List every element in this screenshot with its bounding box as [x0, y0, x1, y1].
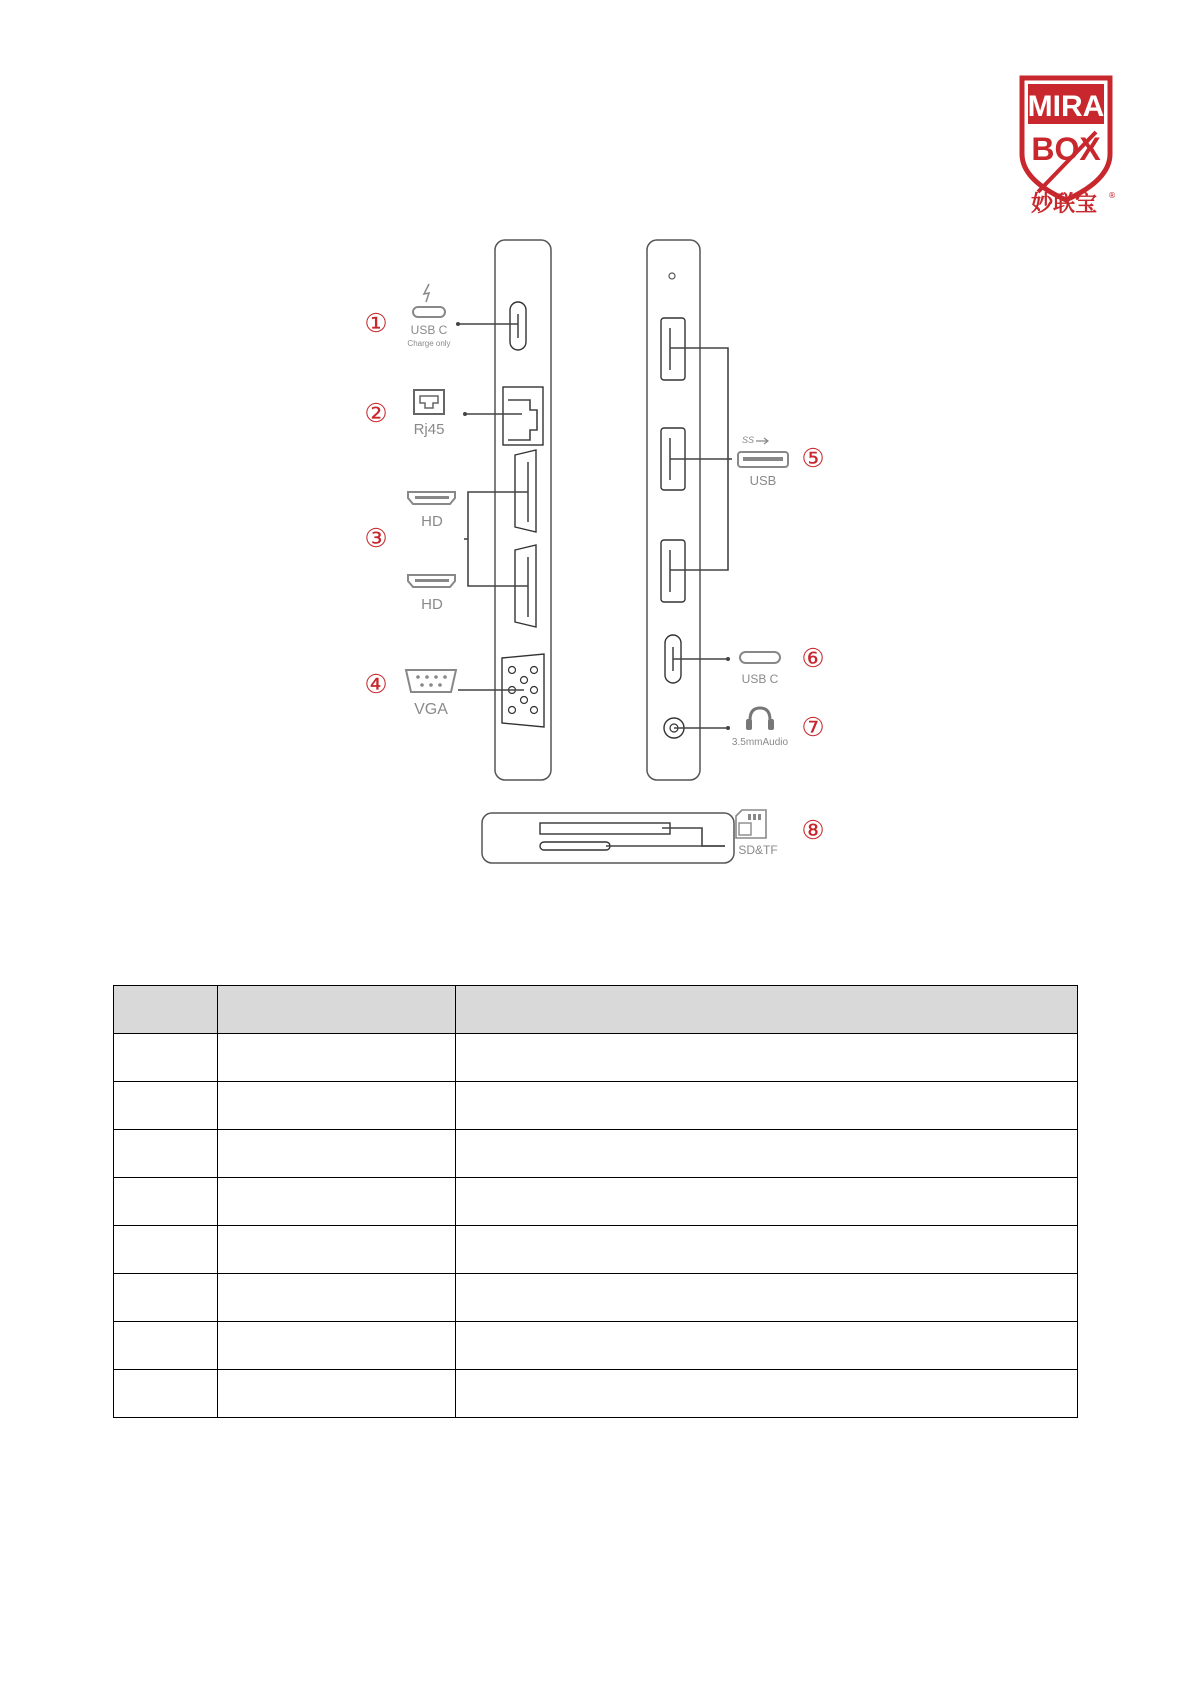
- usb-c-lightning-icon: [413, 284, 445, 317]
- logo-wordmark-bottom: BOX: [1031, 131, 1101, 167]
- callout-label-4: VGA: [414, 701, 448, 718]
- table-row: [114, 1322, 1078, 1370]
- logo-registered-mark: ®: [1108, 191, 1116, 200]
- table-cell: [456, 1226, 1078, 1274]
- logo-chinese-name: 妙联宝: [1030, 192, 1098, 214]
- callout-label-2: Rj45: [413, 421, 445, 438]
- callout-number-6: ⑥: [801, 644, 825, 674]
- callout-number-8: ⑧: [801, 816, 825, 846]
- callout-label-7: 3.5mmAudio: [731, 737, 789, 748]
- table-cell: [218, 1274, 456, 1322]
- callout-label-1: USB C: [410, 323, 448, 337]
- table-row: [114, 1178, 1078, 1226]
- callout-label-3a: HD: [421, 513, 443, 530]
- table-cell: [456, 1370, 1078, 1418]
- callout-number-7: ⑦: [801, 713, 825, 743]
- table-cell: [114, 1226, 218, 1274]
- table-cell: [114, 1082, 218, 1130]
- vga-icon: [406, 670, 456, 692]
- usb-c-icon: [740, 652, 780, 663]
- table-header-row: [114, 986, 1078, 1034]
- callout-label-6: USB C: [741, 672, 779, 686]
- table-cell: [456, 1082, 1078, 1130]
- table-cell: [456, 1130, 1078, 1178]
- callout-sublabel-1: Charge only: [407, 339, 451, 348]
- table-row: [114, 1370, 1078, 1418]
- sd-card-icon: [736, 810, 766, 838]
- table-header-cell: [114, 986, 218, 1034]
- hdmi-icon: [408, 575, 455, 587]
- table-cell: [218, 1370, 456, 1418]
- table-row: [114, 1226, 1078, 1274]
- table-cell: [218, 1178, 456, 1226]
- callout-label-8: SD&TF: [738, 843, 778, 857]
- table-cell: [218, 1034, 456, 1082]
- callout-label-3b: HD: [421, 596, 443, 613]
- table-cell: [218, 1322, 456, 1370]
- table-cell: [114, 1274, 218, 1322]
- usb-a-port-3: [661, 540, 685, 602]
- table-cell: [218, 1082, 456, 1130]
- callout-number-3: ③: [364, 524, 388, 554]
- table-header-cell: [456, 986, 1078, 1034]
- callout-number-4: ④: [364, 670, 388, 700]
- port-spec-table: [113, 985, 1078, 1418]
- headphones-icon: [746, 708, 774, 730]
- table-header-cell: [218, 986, 456, 1034]
- card-reader-body: [482, 813, 734, 863]
- port-diagram: [340, 230, 880, 870]
- callout-number-1: ①: [364, 309, 388, 339]
- table-cell: [456, 1034, 1078, 1082]
- mirabox-logo: [1016, 74, 1116, 214]
- table-row: [114, 1034, 1078, 1082]
- table-cell: [114, 1370, 218, 1418]
- callout-superscript-5: SS: [742, 435, 755, 445]
- table-cell: [114, 1322, 218, 1370]
- ethernet-icon: [414, 390, 444, 414]
- table-cell: [456, 1274, 1078, 1322]
- table-row: [114, 1082, 1078, 1130]
- tf-slot: [540, 842, 610, 850]
- hdmi-port-1: [515, 450, 536, 532]
- hdmi-icon: [408, 492, 455, 504]
- table-cell: [114, 1130, 218, 1178]
- table-cell: [218, 1130, 456, 1178]
- callout-number-2: ②: [364, 399, 388, 429]
- table-cell: [456, 1178, 1078, 1226]
- callout-label-5: USB: [749, 473, 777, 488]
- table-row: [114, 1274, 1078, 1322]
- callout-number-5: ⑤: [801, 444, 825, 474]
- table-cell: [218, 1226, 456, 1274]
- table-cell: [456, 1322, 1078, 1370]
- logo-wordmark-top: MIRA: [1027, 90, 1105, 123]
- table-cell: [114, 1034, 218, 1082]
- table-row: [114, 1130, 1078, 1178]
- table-cell: [114, 1178, 218, 1226]
- sd-slot: [540, 823, 670, 834]
- usb-a-port-1: [661, 318, 685, 380]
